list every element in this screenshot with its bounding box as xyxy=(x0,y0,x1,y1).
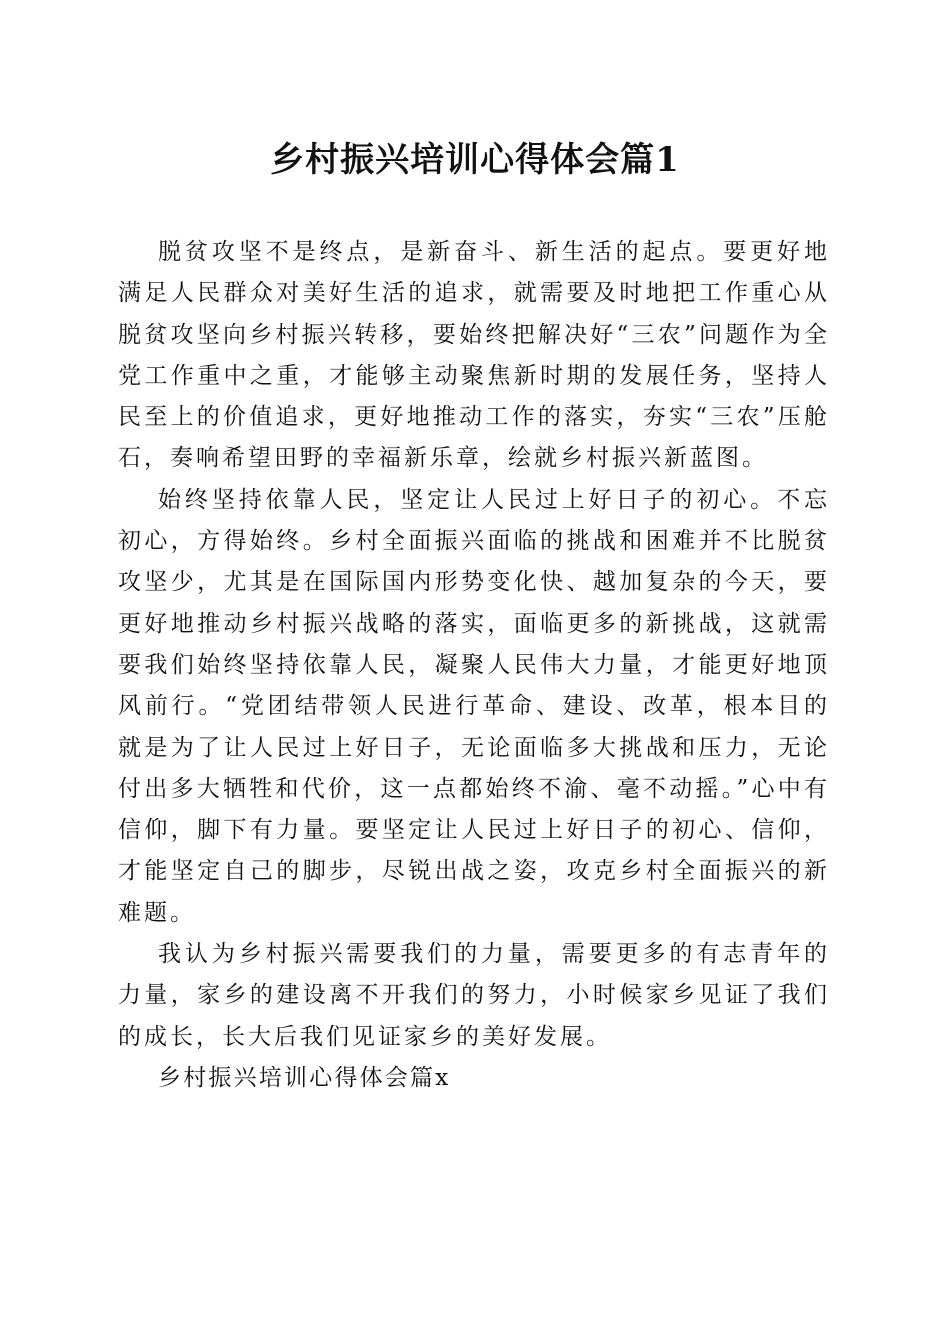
paragraph-2: 始终坚持依靠人民，坚定让人民过上好日子的初心。不忘初心，方得始终。乡村全面振兴面临的挑战和困难并不比脱贫攻坚少，尤其是在国际国内形势变化快、越加复杂的今天，要更好地推动乡村振兴战略的落实，面临更多的新挑战，这就需要我们始终坚持依靠人民，凝聚人民伟大力量，才能更好地顶风前行。“党团结带领人民进行革命、建设、改革，根本目的就是为了让人民过上好日子，无论面临多大挑战和压力，无论付出多大牺牲和代价，这一点都始终不渝、毫不动摇。”心中有信仰，脚下有力量。要坚定让人民过上好日子的初心、信仰，才能坚定自己的脚步，尽锐出战之姿，攻克乡村全面振兴的新难题。 xyxy=(118,486,830,926)
paragraph-3: 我认为乡村振兴需要我们的力量，需要更多的有志青年的力量，家乡的建设离不开我们的努力，小时候家乡见证了我们的成长，长大后我们见证家乡的美好发展。 xyxy=(118,941,830,1050)
document-title: 乡村振兴培训心得体会篇1 xyxy=(270,140,680,180)
document-body xyxy=(118,232,830,1099)
next-section-heading: 乡村振兴培训心得体会篇x xyxy=(158,1064,451,1091)
paragraph-1: 脱贫攻坚不是终点，是新奋斗、新生活的起点。要更好地满足人民群众对美好生活的追求，就需要及时地把工作重心从脱贫攻坚向乡村振兴转移，要始终把解决好“三农”问题作为全党工作重中之重，才能够主动聚焦新时期的发展任务，坚持人民至上的价值追求，更好地推动工作的落实，夯实“三农”压舱石，奏响希望田野的幸福新乐章，绘就乡村振兴新蓝图。 xyxy=(118,239,830,472)
